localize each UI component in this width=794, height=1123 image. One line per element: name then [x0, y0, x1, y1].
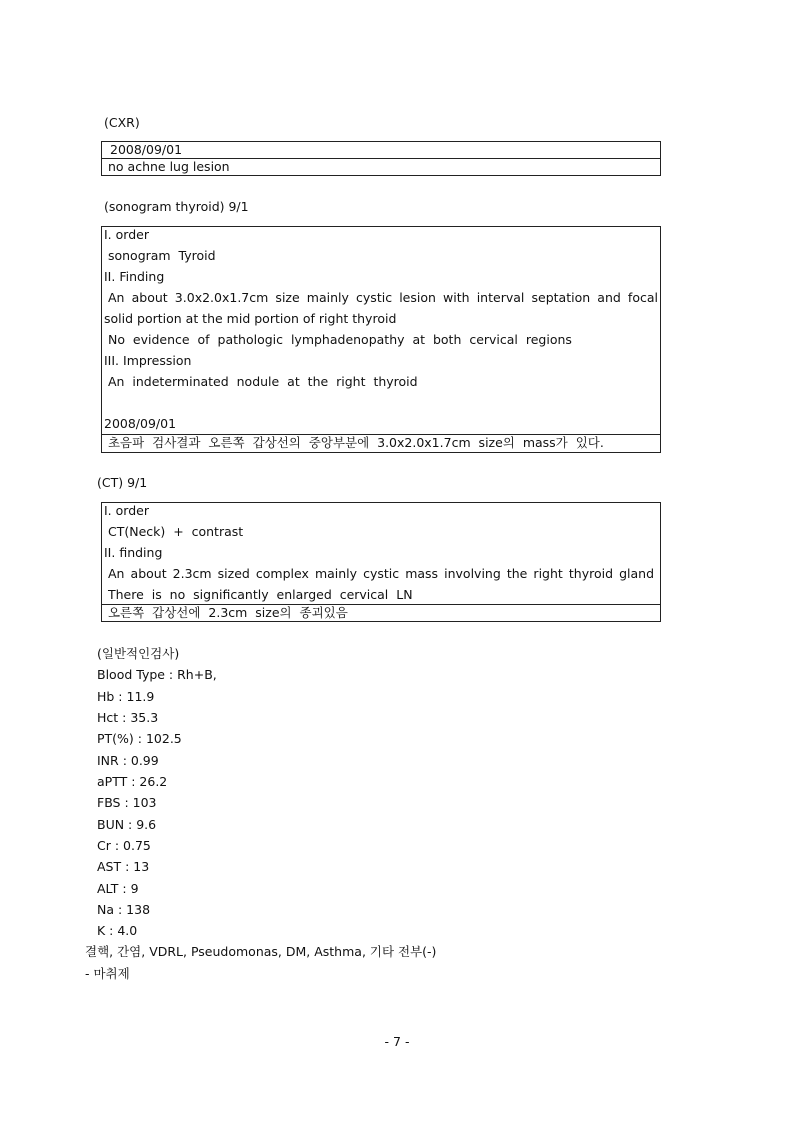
ct-table: [101, 502, 661, 622]
lab-item: Hb : 11.9: [97, 689, 155, 704]
lab-item: INR : 0.99: [97, 753, 159, 768]
sono-line: An indeterminated nodule at the right thyroid: [104, 374, 418, 389]
page-number: - 7 -: [384, 1034, 410, 1049]
lab-item: aPTT : 26.2: [97, 774, 168, 789]
sono-line: No evidence of pathologic lymphadenopathy at both cervical regions: [104, 332, 572, 347]
lab-item: Cr : 0.75: [97, 838, 151, 853]
ct-line: CT(Neck) + contrast: [104, 524, 244, 539]
lab-item: 결핵, 간염, VDRL, Pseudomonas, DM, Asthma, 기타 전부(-): [85, 944, 437, 959]
ct-line: II. finding: [104, 545, 163, 560]
sono-line: sonogram Tyroid: [104, 248, 216, 263]
lab-item: ALT : 9: [97, 881, 139, 896]
labs-heading: (일반적인검사): [97, 646, 180, 661]
cxr-table: [101, 141, 661, 176]
sono-line: An about 3.0x2.0x1.7cm size mainly cystic lesion with interval septation and focal: [108, 290, 658, 305]
lab-item: AST : 13: [97, 859, 150, 874]
ct-heading: (CT) 9/1: [97, 475, 148, 490]
sono-line: I. order: [104, 227, 149, 242]
sono-line: II. Finding: [104, 269, 165, 284]
sono-summary: 초음파 검사결과 오른쪽 갑상선의 중앙부분에 3.0x2.0x1.7cm size의 mass가 있다.: [104, 435, 604, 450]
ct-line: There is no significantly enlarged cervical LN: [104, 587, 413, 602]
lab-item: - 마취제: [85, 966, 130, 981]
sono-line: III. Impression: [104, 353, 192, 368]
sono-table: [101, 226, 661, 453]
lab-item: K : 4.0: [97, 923, 138, 938]
ct-line: I. order: [104, 503, 149, 518]
sono-date: 2008/09/01: [104, 416, 177, 431]
sono-line: solid portion at the mid portion of right thyroid: [104, 311, 397, 326]
lab-item: Blood Type : Rh+B,: [97, 667, 217, 682]
lab-item: Na : 138: [97, 902, 151, 917]
sono-heading: (sonogram thyroid) 9/1: [104, 199, 249, 214]
lab-item: BUN : 9.6: [97, 817, 157, 832]
ct-summary: 오른쪽 갑상선에 2.3cm size의 종괴있음: [104, 605, 348, 620]
cxr-finding: no achne lug lesion: [108, 159, 230, 174]
cxr-date: 2008/09/01: [110, 142, 183, 157]
cxr-heading: (CXR): [104, 115, 140, 130]
ct-line: An about 2.3cm sized complex mainly cystic mass involving the right thyroid gland: [108, 566, 654, 581]
lab-item: FBS : 103: [97, 795, 157, 810]
lab-item: PT(%) : 102.5: [97, 731, 182, 746]
lab-item: Hct : 35.3: [97, 710, 159, 725]
